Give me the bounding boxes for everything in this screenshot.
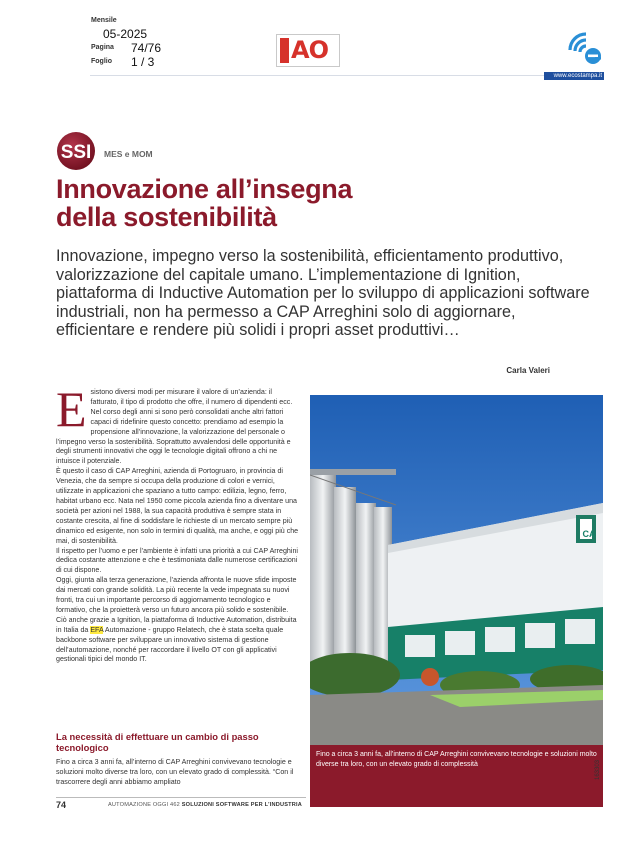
article-title-line-2: della sostenibilità <box>56 202 277 232</box>
ssi-logo-text: SSI <box>60 142 92 163</box>
article-subheading: La necessità di effettuare un cambio di passo tecnologico <box>56 731 259 753</box>
footer-rule <box>56 797 306 798</box>
article-lead: Innovazione, impegno verso la sostenibilità, efficientamento produttivo, valorizzazione del capitale umano. L’implementazione di Ignition, piattaforma di Inductive Automation per lo sviluppo di applicazioni software industriali, non ha permesso a CAP Arreghini solo di aggiornare, efficientare e rendere più solidi i propri asset produttivi… <box>56 247 590 339</box>
dropcap: E <box>56 381 87 437</box>
body-paragraph-4 <box>56 576 300 665</box>
magazine-logo-text: AO <box>291 36 328 64</box>
section-label: MES e MOM <box>104 149 153 159</box>
ssi-section-logo <box>56 131 96 171</box>
article-title-line-1: Innovazione all’insegna <box>56 174 353 204</box>
author-byline: Carla Valeri <box>506 366 550 375</box>
issue-date: 05-2025 <box>103 27 148 41</box>
article-body <box>56 381 300 665</box>
footer-running-head <box>108 802 302 808</box>
body-paragraph-5: Fino a circa 3 anni fa, all’interno di CAP Arreghini convivevano tecnologie e soluzioni molto diverse tra loro, con un elevato grado di complessità. “Con il trascorrere degli anni abbiamo ampliato <box>56 758 294 786</box>
body-paragraph-4-b: Automazione - gruppo Relatech, che è stata scelta quale backbone software per sviluppare un innovativo sistema di gestione dell’automazione, nonché per raccordare il livello OT con gli applicativi gestionali tipici del mondo IT. <box>56 625 284 664</box>
website-link[interactable]: www.ecostampa.it <box>544 72 604 80</box>
article-title <box>56 175 476 231</box>
page-value: 74/76 <box>131 41 162 55</box>
body-paragraph-2: È questo il caso di CAP Arreghini, azienda di Portogruaro, in provincia di Venezia, che da sempre si occupa della produzione di colori e vernici, utilizzate in applicazioni che spaziano a tutto campo: edilizia, legno, ferro, habitat urbano ecc. Nata nel 1950 come piccola azienda fino a diventare una società per azioni nel 1988, la sua capacità produttiva è sempre stata in costante crescita, al fine di soddisfare le richieste di un mercato sempre più dinamico ed esigente, non solo in termini di qualità, ma anche, e oggi più che mai, di sostenibilità. <box>56 467 299 545</box>
sheet-value: 1 / 3 <box>131 55 155 69</box>
ecostampa-logo-icon <box>566 30 606 68</box>
magazine-logo <box>276 34 340 67</box>
factory-photo <box>310 395 603 745</box>
body-paragraph-3: Il rispetto per l’uomo e per l’ambiente è infatti una priorità a cui CAP Arreghini dedica costante attenzione e che è testimoniata dalle numerose certificazioni di cui dispone. <box>56 546 298 575</box>
frequency-label: Mensile <box>91 17 117 24</box>
page-number: 74 <box>56 800 67 810</box>
sheet-label: Foglio <box>91 58 112 65</box>
magazine-logo-bar <box>280 38 289 63</box>
photo-caption: Fino a circa 3 anni fa, all’interno di CAP Arreghini convivevano tecnologie e soluzioni molto diverse tra loro, con un elevato grado di complessità <box>310 745 603 807</box>
footer-magazine: AUTOMAZIONE OGGI 462 <box>108 802 180 808</box>
body-paragraph-1: sistono diversi modi per misurare il valore di un’azienda: il fatturato, il tipo di prodotto che offre, il numero di dipendenti ecc. Nel corso degli anni si sono però consolidati anche altri fattori capaci di ridefinire questo concetto: prendiamo ad esempio la propensione all’innovazione, la valorizzazione del personale o l’impegno verso la sostenibilità. Soprattutto avvalendosi delle opportunità e degli strumenti innovativi che oggi le tecnologie digitali offrono a chi ne intuisce il potenziale. <box>56 388 293 466</box>
header-rule <box>90 75 604 76</box>
page-label: Pagina <box>91 44 114 51</box>
side-code: 163303 <box>595 759 601 780</box>
factory-sign-text: CA <box>582 529 596 539</box>
highlighted-term: EFA <box>90 625 104 634</box>
footer-section: SOLUZIONI SOFTWARE PER L’INDUSTRIA <box>181 802 302 808</box>
body-paragraph-4-a: Oggi, giunta alla terza generazione, l’azienda affronta le nuove sfide imposte dai mercati con grande solidità. La più recente la vede impegnata su nuovi fronti, tra cui un importante percorso di aggiornamento tecnologico e formativo, che la proietterà verso un futuro ancora più solido e sostenibile. Ciò anche grazie a Ignition, la piattaforma di Inductive Automation, distribuita in Italia da <box>56 576 297 634</box>
